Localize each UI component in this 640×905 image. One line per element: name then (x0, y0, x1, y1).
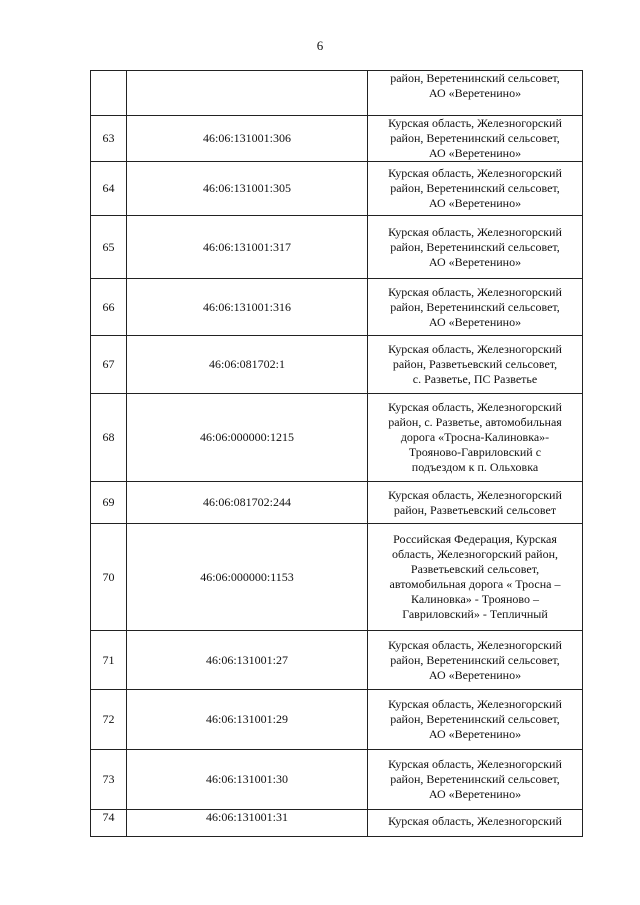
row-number: 70 (91, 524, 127, 631)
location-line: АО «Веретенино» (428, 667, 522, 682)
location-cell (368, 394, 583, 482)
table-row (91, 750, 583, 810)
location-line: Гавриловский» - Тепличный (402, 607, 548, 621)
location-line: Курская область, Железногорский (388, 284, 562, 299)
table-row (91, 482, 583, 524)
location-line: дорога «Тросна-Калиновка»- (400, 430, 550, 444)
cadastral-number: 46:06:081702:244 (127, 482, 368, 524)
table-row (91, 216, 583, 279)
table-row (91, 690, 583, 750)
row-number: 69 (91, 482, 127, 524)
location-line: с. Разветье, ПС Разветье (412, 372, 538, 386)
location-line: область, Железногорский район, (391, 547, 559, 561)
location-line: АО «Веретенино» (428, 146, 522, 160)
location-line: АО «Веретенино» (428, 727, 522, 741)
cadastral-number: 46:06:131001:305 (127, 162, 368, 216)
location-line: район, с. Разветье, автомобильная (388, 415, 562, 429)
location-line: район, Веретенинский сельсовет, (390, 299, 560, 314)
location-line: район, Разветьевский сельсовет, (392, 357, 558, 371)
location-line: Трояново-Гавриловский с (408, 445, 542, 459)
page-number: 6 (316, 38, 324, 53)
row-number: 64 (91, 162, 127, 216)
cadastral-number (127, 71, 368, 116)
location-line: Калиновка» - Трояново – (411, 592, 539, 606)
location-line: Курская область, Железногорский (388, 697, 562, 711)
row-number: 74 (91, 810, 127, 837)
cadastral-number: 46:06:081702:1 (127, 336, 368, 394)
location-line: район, Веретенинский сельсовет, (390, 772, 560, 786)
location-cell (368, 162, 583, 216)
location-cell (368, 216, 583, 279)
cadastral-number: 46:06:131001:316 (127, 279, 368, 336)
row-number: 63 (91, 116, 127, 162)
table-row (91, 71, 583, 116)
location-line: район, Веретенинский сельсовет, (390, 71, 560, 85)
location-line: Российская Федерация, Курская (393, 532, 557, 546)
cadastral-number: 46:06:131001:30 (127, 750, 368, 810)
location-line: Курская область, Железногорский (388, 400, 562, 414)
table-row (91, 394, 583, 482)
location-line: автомобильная дорога « Тросна – (389, 577, 561, 591)
location-line: Курская область, Железногорский (388, 166, 562, 180)
table-row (91, 631, 583, 690)
location-line: подъездом к п. Ольховка (411, 460, 539, 474)
cadastral-number: 46:06:000000:1215 (127, 394, 368, 482)
location-line: Курская область, Железногорский (388, 487, 562, 502)
land-plots-table (90, 70, 583, 837)
row-number: 65 (91, 216, 127, 279)
location-cell (368, 631, 583, 690)
location-line: Курская область, Железногорский (388, 757, 562, 771)
row-number: 68 (91, 394, 127, 482)
table-row (91, 279, 583, 336)
location-line: район, Веретенинский сельсовет, (390, 131, 560, 145)
location-line: АО «Веретенино» (428, 787, 522, 801)
location-line: район, Веретенинский сельсовет, (390, 239, 560, 254)
cadastral-number: 46:06:000000:1153 (127, 524, 368, 631)
location-cell (368, 116, 583, 162)
location-line: Курская область, Железногорский (388, 116, 562, 130)
cadastral-number: 46:06:131001:27 (127, 631, 368, 690)
location-line: Разветьевский сельсовет, (410, 562, 540, 576)
location-line: Курская область, Железногорский (388, 814, 562, 828)
location-cell (368, 71, 583, 116)
location-line: Курская область, Железногорский (388, 342, 562, 356)
location-line: АО «Веретенино» (428, 314, 522, 329)
location-line: район, Веретенинский сельсовет, (390, 181, 560, 195)
row-number (91, 71, 127, 116)
row-number: 67 (91, 336, 127, 394)
table-row (91, 336, 583, 394)
location-cell (368, 524, 583, 631)
location-line: АО «Веретенино» (428, 196, 522, 210)
row-number: 72 (91, 690, 127, 750)
table-row (91, 810, 583, 837)
location-cell (368, 690, 583, 750)
location-line: район, Веретенинский сельсовет, (390, 652, 560, 667)
location-line: район, Разветьевский сельсовет (393, 502, 557, 517)
cadastral-number: 46:06:131001:306 (127, 116, 368, 162)
cadastral-number: 46:06:131001:317 (127, 216, 368, 279)
location-line: Курская область, Железногорский (388, 637, 562, 652)
cadastral-number: 46:06:131001:29 (127, 690, 368, 750)
location-cell (368, 750, 583, 810)
table-row (91, 524, 583, 631)
cadastral-number: 46:06:131001:31 (127, 810, 368, 837)
row-number: 71 (91, 631, 127, 690)
location-cell (368, 810, 583, 837)
table-row (91, 116, 583, 162)
location-line: Курская область, Железногорский (388, 224, 562, 239)
location-cell (368, 482, 583, 524)
location-line: АО «Веретенино» (428, 86, 522, 100)
location-line: район, Веретенинский сельсовет, (390, 712, 560, 726)
row-number: 66 (91, 279, 127, 336)
row-number: 73 (91, 750, 127, 810)
location-line: АО «Веретенино» (428, 254, 522, 269)
location-cell (368, 279, 583, 336)
location-cell (368, 336, 583, 394)
table-row (91, 162, 583, 216)
